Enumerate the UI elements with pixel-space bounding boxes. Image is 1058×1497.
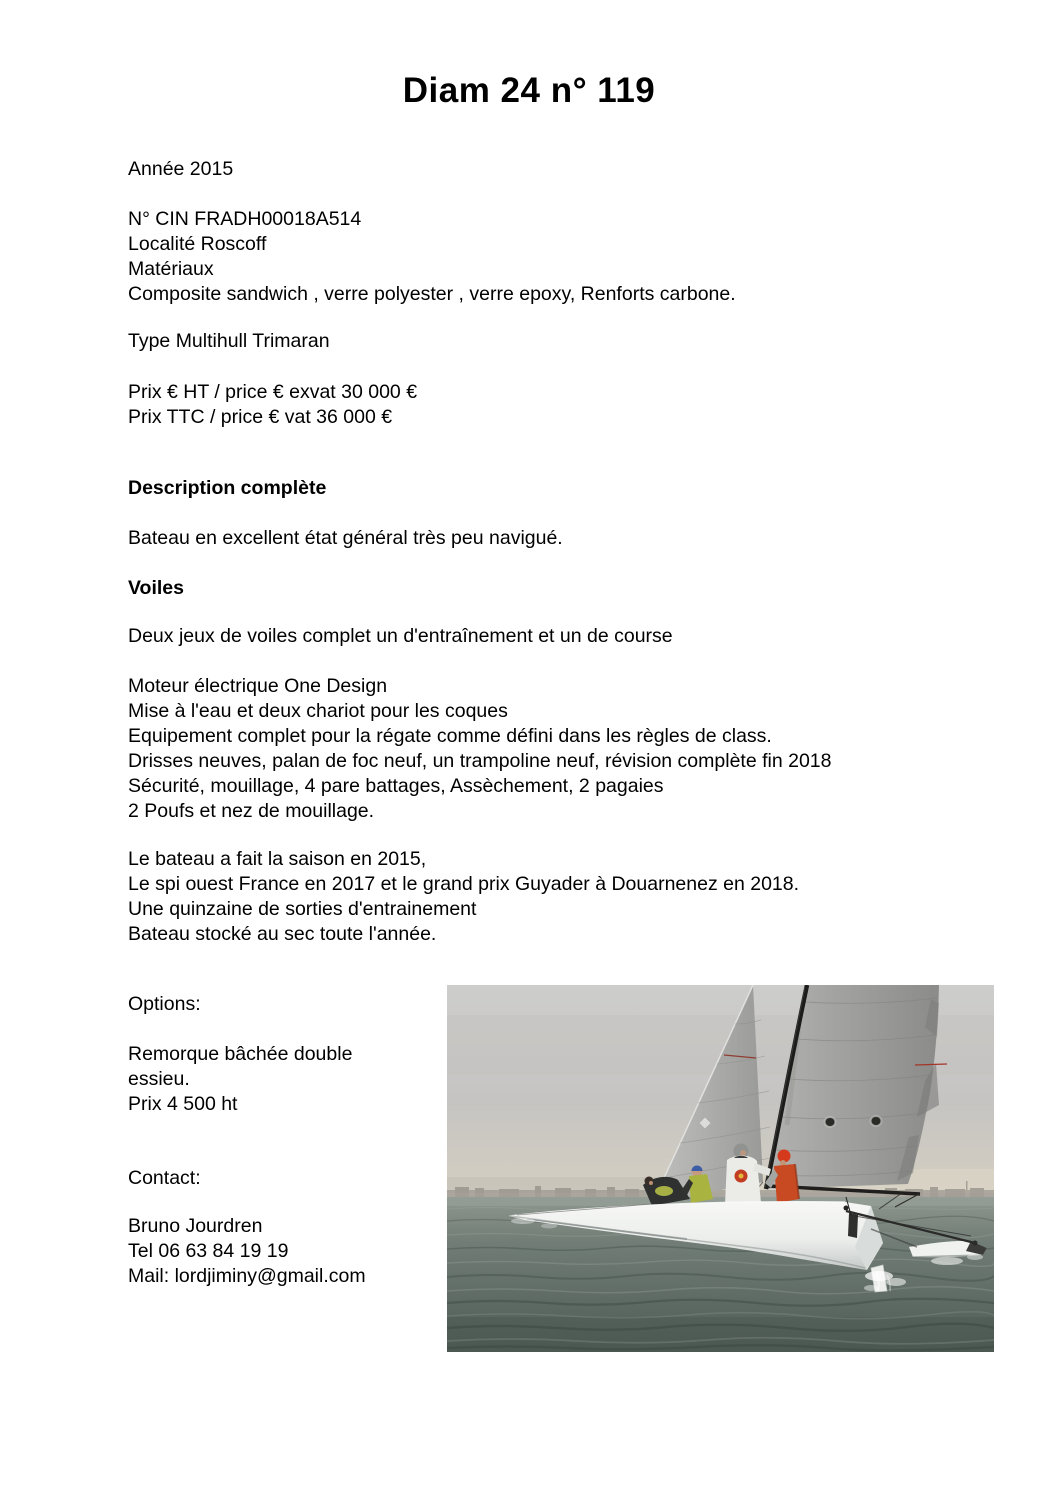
sails-detail-block [128,624,673,649]
description-heading: Description complète [128,477,327,499]
price-block [128,380,417,430]
sails-detail-line: Deux jeux de voiles complet un d'entraînement et un de course [128,625,673,647]
trimaran-sailing-photo [447,985,994,1352]
description-heading-block [128,476,326,501]
trimaran-photo-graphic [447,985,994,1352]
condition-block [128,526,563,551]
year-block [128,157,233,182]
options-line: Remorque bâchée double [128,1043,353,1065]
history-block [128,847,799,947]
options-heading: Options: [128,993,201,1015]
materials-line: Composite sandwich , verre polyester , verre epoxy, Renforts carbone. [128,283,736,305]
equipment-line: Moteur électrique One Design [128,675,388,697]
options-block [128,1042,352,1117]
condition-line: Bateau en excellent état général très peu navigué. [128,527,563,549]
options-heading-block [128,992,201,1017]
history-line: Une quinzaine de sorties d'entrainement [128,898,477,920]
identity-block [128,207,736,307]
equipment-block [128,674,832,824]
contact-phone-line: Tel 06 63 84 19 19 [128,1240,289,1262]
contact-heading: Contact: [128,1167,201,1189]
page-title: Diam 24 n° 119 [402,71,656,110]
equipment-line: Sécurité, mouillage, 4 pare battages, Assèchement, 2 pagaies [128,775,664,797]
options-line: Prix 4 500 ht [128,1093,238,1115]
contact-name-line: Bruno Jourdren [128,1215,263,1237]
equipment-line: Drisses neuves, palan de foc neuf, un trampoline neuf, révision complète fin 2018 [128,750,832,772]
equipment-line: Equipement complet pour la régate comme défini dans les règles de class. [128,725,772,747]
price-ttc-line: Prix TTC / price € vat 36 000 € [128,406,393,428]
price-ht-line: Prix € HT / price € exvat 30 000 € [128,381,418,403]
history-line: Bateau stocké au sec toute l'année. [128,923,437,945]
history-line: Le bateau a fait la saison en 2015, [128,848,427,870]
type-line: Type Multihull Trimaran [128,330,330,352]
location-line: Localité Roscoff [128,233,267,255]
contact-email-line: Mail: lordjiminy@gmail.com [128,1265,366,1287]
options-line: essieu. [128,1068,190,1090]
type-block [128,329,330,354]
equipment-line: 2 Poufs et nez de mouillage. [128,800,375,822]
materials-label-line: Matériaux [128,258,214,280]
history-line: Le spi ouest France en 2017 et le grand prix Guyader à Douarnenez en 2018. [128,873,800,895]
sails-heading: Voiles [128,577,184,599]
equipment-line: Mise à l'eau et deux chariot pour les coques [128,700,508,722]
contact-heading-block [128,1166,201,1191]
cin-line: N° CIN FRADH00018A514 [128,208,362,230]
sails-heading-block [128,576,184,601]
contact-block [128,1214,366,1289]
year-line: Année 2015 [128,158,234,180]
